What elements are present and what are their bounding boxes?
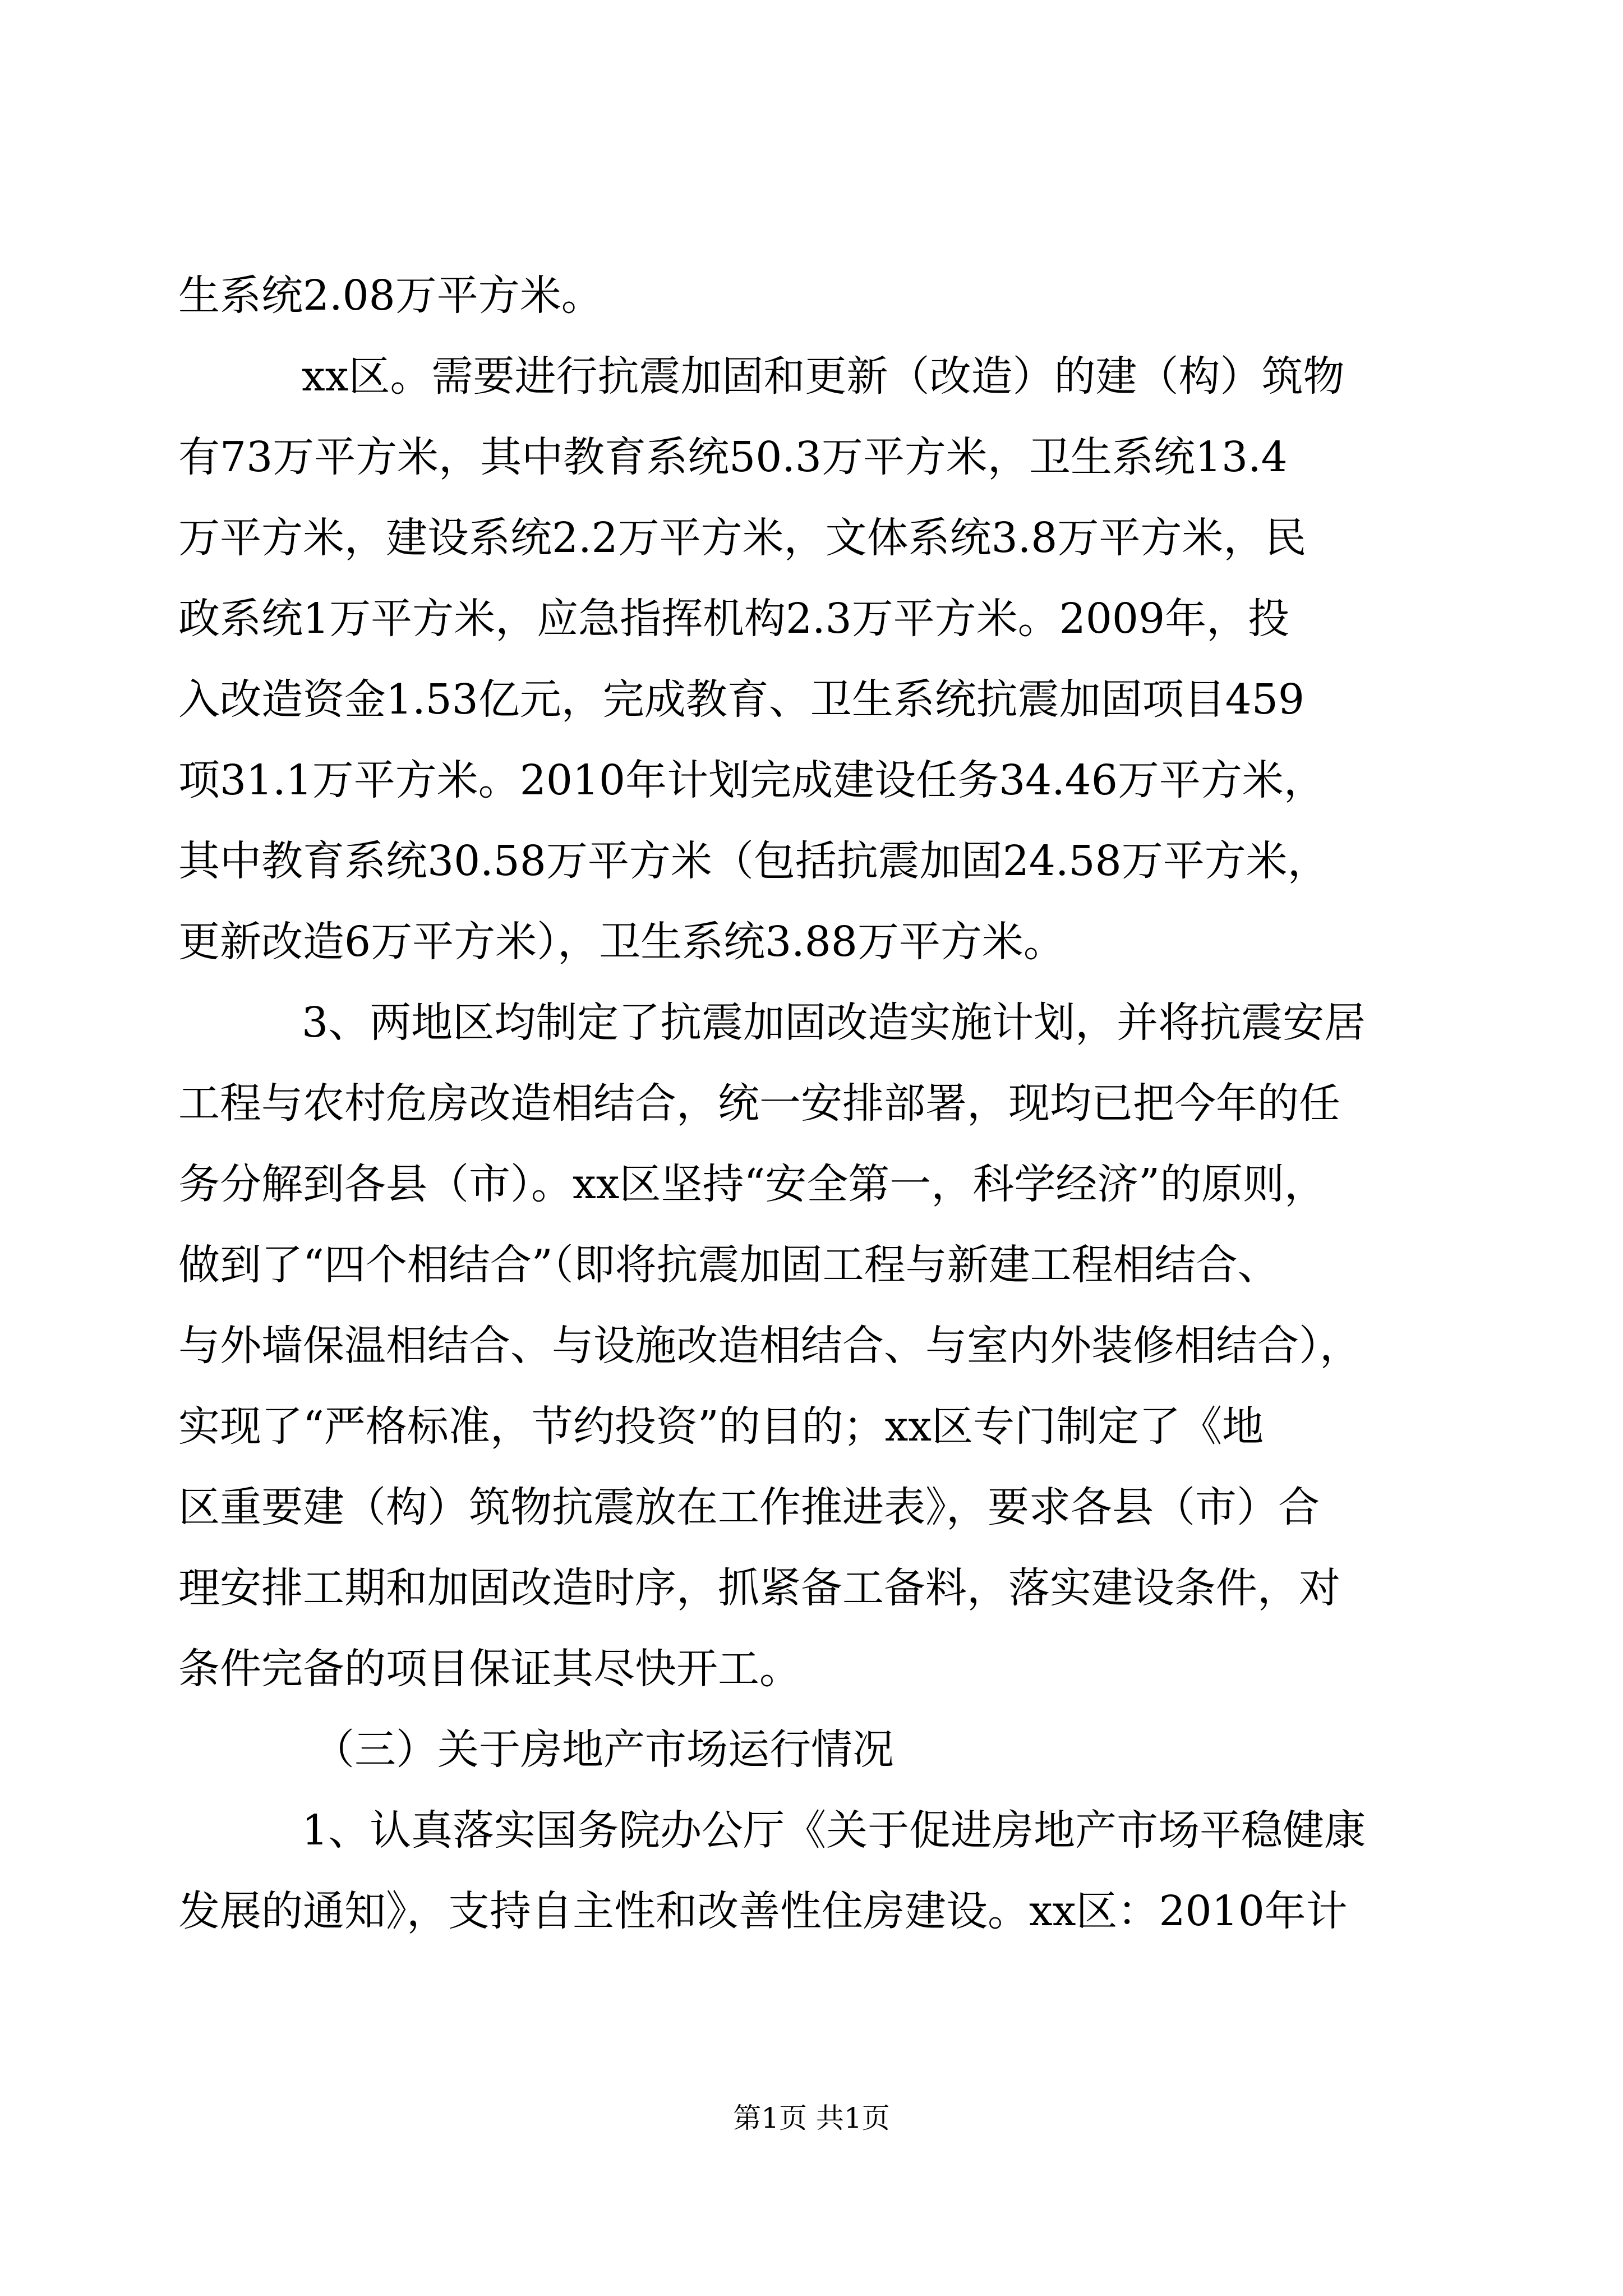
text-line: 项31.1万平方米。2010年计划完成建设任务34.46万平方米， xyxy=(178,756,1325,804)
text-line: 务分解到各县（市）。xx区坚持“安全第一，科学经济”的原则， xyxy=(178,1160,1326,1208)
text-line: 条件完备的项目保证其尽快开工。 xyxy=(178,1645,801,1693)
text-line: 理安排工期和加固改造时序，抓紧备工备料，落实建设条件，对 xyxy=(178,1564,1340,1612)
text-line: 与外墙保温相结合、与设施改造相结合、与室内外装修相结合）， xyxy=(178,1322,1361,1370)
text-line: 入改造资金1.53亿元，完成教育、卫生系统抗震加固项目459 xyxy=(178,675,1305,724)
text-line: 做到了“四个相结合”（即将抗震加固工程与新建工程相结合、 xyxy=(178,1241,1279,1289)
text-line: 区重要建（构）筑物抗震放在工作推进表》，要求各县（市）合 xyxy=(178,1483,1320,1531)
text-line: 其中教育系统30.58万平方米（包括抗震加固24.58万平方米， xyxy=(178,837,1329,885)
section-heading: （三）关于房地产市场运行情况 xyxy=(313,1726,894,1774)
page-footer: 第1页 共1页 xyxy=(733,2102,890,2134)
text-line: 1、认真落实国务院办公厅《关于促进房地产市场平稳健康 xyxy=(302,1806,1366,1855)
text-line: 实现了“严格标准，节约投资”的目的；xx区专门制定了《地 xyxy=(178,1402,1264,1451)
text-line: 有73万平方米，其中教育系统50.3万平方米，卫生系统13.4 xyxy=(178,433,1288,481)
text-line: 生系统2.08万平方米。 xyxy=(178,272,603,320)
text-line: 工程与农村危房改造相结合，统一安排部署，现均已把今年的任 xyxy=(178,1079,1340,1128)
text-line: xx区。需要进行抗震加固和更新（改造）的建（构）筑物 xyxy=(302,352,1345,401)
body-text xyxy=(178,255,1445,1952)
text-line: 发展的通知》，支持自主性和改善性住房建设。xx区：2010年计 xyxy=(178,1887,1348,1935)
text-line: 政系统1万平方米，应急指挥机构2.3万平方米。2009年，投 xyxy=(178,595,1290,643)
text-line: 万平方米，建设系统2.2万平方米，文体系统3.8万平方米，民 xyxy=(178,514,1307,562)
text-line: 更新改造6万平方米），卫生系统3.88万平方米。 xyxy=(178,918,1065,966)
text-line: 3、两地区均制定了抗震加固改造实施计划，并将抗震安居 xyxy=(302,999,1366,1047)
